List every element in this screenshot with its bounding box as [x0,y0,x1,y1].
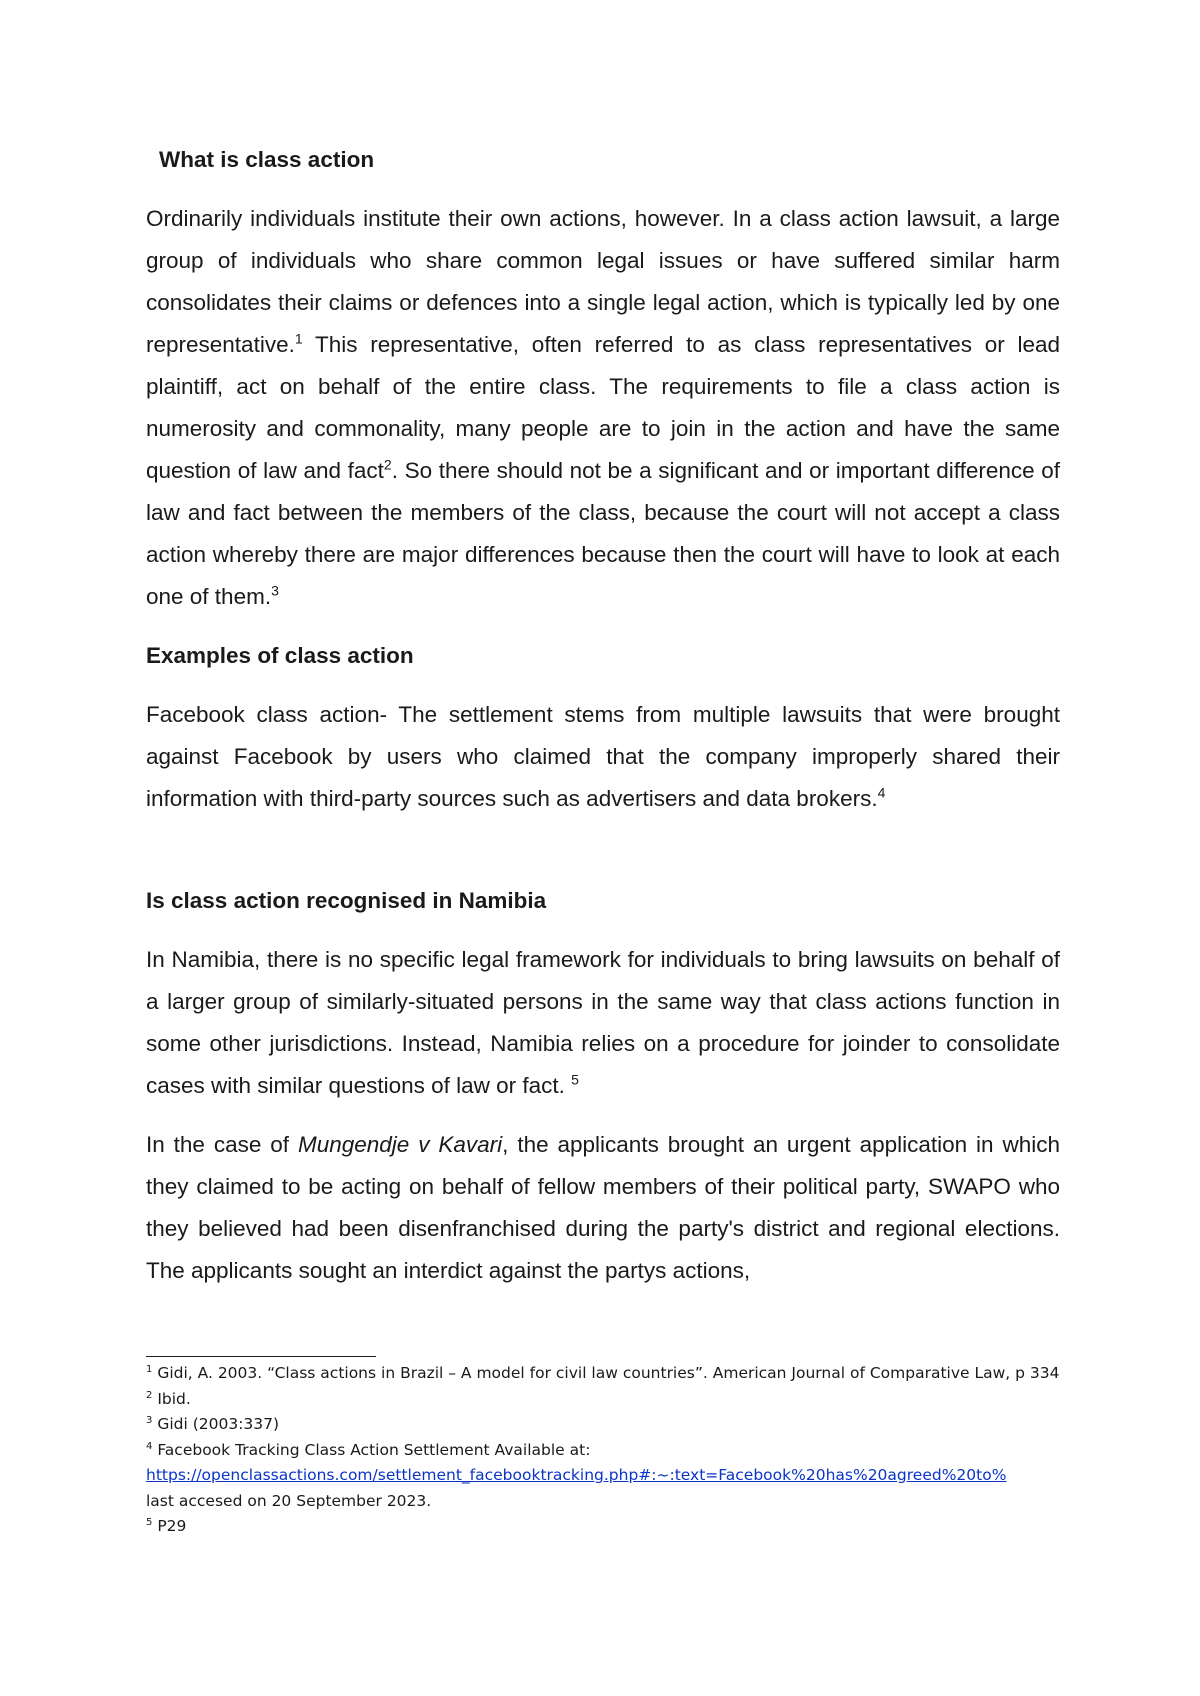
footnote-number: 5 [146,1516,153,1528]
footnote-number: 2 [146,1389,153,1401]
footnote-text: Gidi, A. 2003. “Class actions in Brazil – A model for civil law countries”. American Journal of Comparative Law, p 334 [157,1364,1060,1382]
case-name: Mungendje v Kavari [297,1132,503,1157]
footnote-text: Facebook Tracking Class Action Settlement Available at: [157,1440,591,1459]
footnote-ref-5[interactable]: 5 [571,1071,579,1088]
footnote-ref-2[interactable]: 2 [383,456,392,473]
footnote-5 [146,1514,1066,1540]
paragraph-text: In the case of [146,1132,298,1157]
heading-namibia: Is class action recognised in Namibia [146,888,547,913]
footnote-number: 3 [146,1414,153,1426]
footnote-text: P29 [157,1517,187,1535]
footnote-3 [146,1412,1066,1438]
footnote-link[interactable]: https://openclassactions.com/settlement_facebooktracking.php#:~:text=Facebook%20has%20agreed%20to% [146,1466,1007,1484]
footnote-ref-4[interactable]: 4 [877,784,886,801]
paragraph-mungendje-case [146,1124,1060,1292]
heading-examples-of-class-action: Examples of class action [146,643,414,668]
paragraph-text: This representative, often referred to as class representatives or lead plaintiff, act on behalf of the entire class. The requirements to file a class action is numerosity and commonality, many people are to join in the action and have the same question of law and fact [146,332,1060,483]
paragraph-text: Facebook class action- The settlement stems from multiple lawsuits that were brought against Facebook by users who claimed that the company improperly shared their information with third-party sources such as advertisers and data brokers. [146,702,1060,811]
footnote-number: 4 [146,1440,153,1452]
footnote-4 [146,1438,1066,1515]
paragraph-namibia-framework [146,939,1060,1107]
paragraph-text: Ordinarily individuals institute their own actions, however. In a class action lawsuit, a large group of individuals who share common legal issues or have suffered similar harm consolidates their claims or defences into a single legal action, which is typically led by one representative. [146,206,1060,357]
paragraph-text: In Namibia, there is no specific legal framework for individuals to bring lawsuits on behalf of a larger group of similarly-situated persons in the same way that class actions function in some other jurisdictions. Instead, Namibia relies on a procedure for joinder to consolidate cases with similar questions of law or fact. [146,947,1060,1098]
paragraph-text: , the applicants brought an urgent application in which they claimed to be acting on behalf of fellow members of their political party, SWAPO who they believed had been disenfranchised during the party's district and regional elections. The applicants sought an interdict against the partys actions, [146,1132,1061,1283]
footnotes-section [146,1361,1066,1540]
footnote-separator [146,1356,376,1357]
paragraph-what-is-class-action [146,198,1060,618]
footnote-ref-1[interactable]: 1 [294,330,303,347]
footnote-text: Ibid. [157,1389,191,1408]
footnote-1 [146,1361,1066,1387]
footnote-number: 1 [146,1363,153,1375]
footnote-text: Gidi (2003:337) [157,1415,280,1433]
footnote-text: last accesed on 20 September 2023. [146,1491,432,1510]
footnote-2 [146,1387,1066,1413]
heading-what-is-class-action: What is class action [159,147,375,172]
paragraph-text: . So there should not be a significant and or important difference of law and fact between the members of the class, because the court will not accept a class action whereby there are major differences because then the court will have to look at each one of them. [146,458,1061,609]
footnote-ref-3[interactable]: 3 [271,582,279,599]
paragraph-examples [146,694,1060,820]
